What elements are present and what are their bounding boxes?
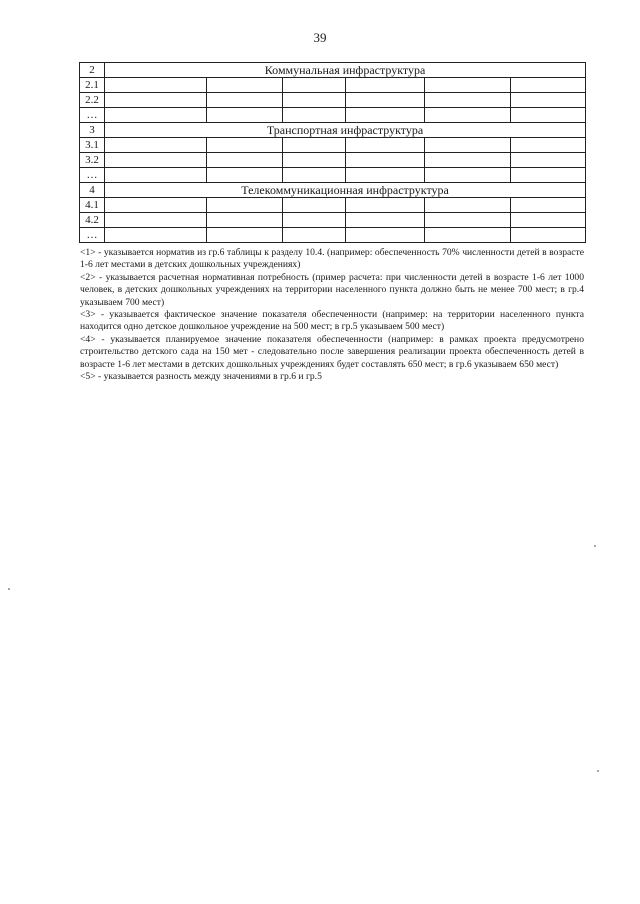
footnote-3: <3> - указывается фактическое значение показателя обеспеченности (например: на территории населенного пункта находится одно детское дошкольное учреждение на 500 мест; в гр.5 указываем 500 мест) (80, 309, 584, 333)
row-number-cell: … (80, 108, 105, 123)
empty-cell (105, 168, 207, 183)
empty-cell (105, 108, 207, 123)
scan-speck (594, 545, 596, 547)
empty-cell (511, 198, 586, 213)
section-title-cell: Телекоммуникационная инфраструктура (105, 183, 586, 198)
footnote-2: <2> - указывается расчетная нормативная потребность (пример расчета: при численности детей в возрасте 1-6 лет 1000 человек, в детских дошкольных учреждениях на территории населенного пункта должно быть не менее 700 мест; в гр.4 указываем 700 мест) (80, 271, 584, 308)
footnote-1: <1> - указывается норматив из гр.6 таблицы к разделу 10.4. (например: обеспеченность 70% численности детей в возрасте 1-6 лет местами в детских дошкольных учреждениях) (80, 247, 584, 271)
row-number-cell: 2.1 (80, 78, 105, 93)
empty-cell (346, 78, 425, 93)
section-title-cell: Транспортная инфраструктура (105, 123, 586, 138)
empty-cell (105, 228, 207, 243)
empty-cell (283, 198, 346, 213)
empty-cell (425, 228, 511, 243)
empty-cell (425, 168, 511, 183)
row-number-cell: 2.2 (80, 93, 105, 108)
section-title-cell: Коммунальная инфраструктура (105, 63, 586, 78)
empty-cell (346, 198, 425, 213)
table-row (80, 153, 586, 168)
empty-cell (425, 108, 511, 123)
empty-cell (425, 78, 511, 93)
empty-cell (207, 78, 283, 93)
empty-cell (283, 108, 346, 123)
scan-speck (597, 770, 599, 772)
empty-cell (511, 228, 586, 243)
empty-cell (283, 93, 346, 108)
infrastructure-table (79, 62, 586, 243)
empty-cell (425, 93, 511, 108)
row-number-cell: 4.2 (80, 213, 105, 228)
empty-cell (207, 138, 283, 153)
page-number: 39 (313, 30, 327, 45)
empty-cell (511, 153, 586, 168)
row-number-cell: 3.2 (80, 153, 105, 168)
empty-cell (425, 138, 511, 153)
empty-cell (511, 138, 586, 153)
scan-speck (8, 588, 10, 590)
table-row (80, 78, 586, 93)
empty-cell (283, 153, 346, 168)
empty-cell (207, 108, 283, 123)
empty-cell (207, 93, 283, 108)
table-row (80, 108, 586, 123)
empty-cell (425, 213, 511, 228)
row-number-cell: 3.1 (80, 138, 105, 153)
empty-cell (283, 78, 346, 93)
section-header-row (80, 63, 586, 78)
table-row (80, 213, 586, 228)
empty-cell (511, 93, 586, 108)
empty-cell (283, 168, 346, 183)
empty-cell (511, 213, 586, 228)
empty-cell (105, 138, 207, 153)
row-number-cell: … (80, 228, 105, 243)
section-header-row (80, 123, 586, 138)
empty-cell (105, 153, 207, 168)
empty-cell (346, 213, 425, 228)
section-number-cell: 3 (80, 123, 105, 138)
empty-cell (346, 93, 425, 108)
empty-cell (346, 153, 425, 168)
footnotes (80, 247, 584, 383)
section-number-cell: 2 (80, 63, 105, 78)
empty-cell (425, 153, 511, 168)
section-number-cell: 4 (80, 183, 105, 198)
empty-cell (511, 78, 586, 93)
empty-cell (283, 228, 346, 243)
table-row (80, 93, 586, 108)
empty-cell (105, 198, 207, 213)
table-row (80, 228, 586, 243)
row-number-cell: … (80, 168, 105, 183)
empty-cell (105, 93, 207, 108)
empty-cell (511, 108, 586, 123)
table-row (80, 138, 586, 153)
empty-cell (207, 213, 283, 228)
row-number-cell: 4.1 (80, 198, 105, 213)
footnote-5: <5> - указывается разность между значениями в гр.6 и гр.5 (80, 371, 322, 383)
empty-cell (283, 213, 346, 228)
section-header-row (80, 183, 586, 198)
empty-cell (207, 168, 283, 183)
empty-cell (346, 228, 425, 243)
empty-cell (207, 198, 283, 213)
empty-cell (511, 168, 586, 183)
footnote-4: <4> - указывается планируемое значение показателя обеспеченности (например: в рамках проекта предусмотрено строительство детского сада на 150 мет - следовательно после завершения реализации проекта обеспеченность детей в возрасте 1-6 лет местами в детских дошкольных учреждениях будет составлять 650 мест; в гр.6 указываем 650 мест) (80, 333, 584, 370)
empty-cell (207, 228, 283, 243)
table-row (80, 168, 586, 183)
empty-cell (105, 78, 207, 93)
table-body (80, 63, 586, 243)
table-row (80, 198, 586, 213)
empty-cell (105, 213, 207, 228)
empty-cell (346, 168, 425, 183)
empty-cell (207, 153, 283, 168)
empty-cell (346, 138, 425, 153)
empty-cell (346, 108, 425, 123)
empty-cell (425, 198, 511, 213)
empty-cell (283, 138, 346, 153)
